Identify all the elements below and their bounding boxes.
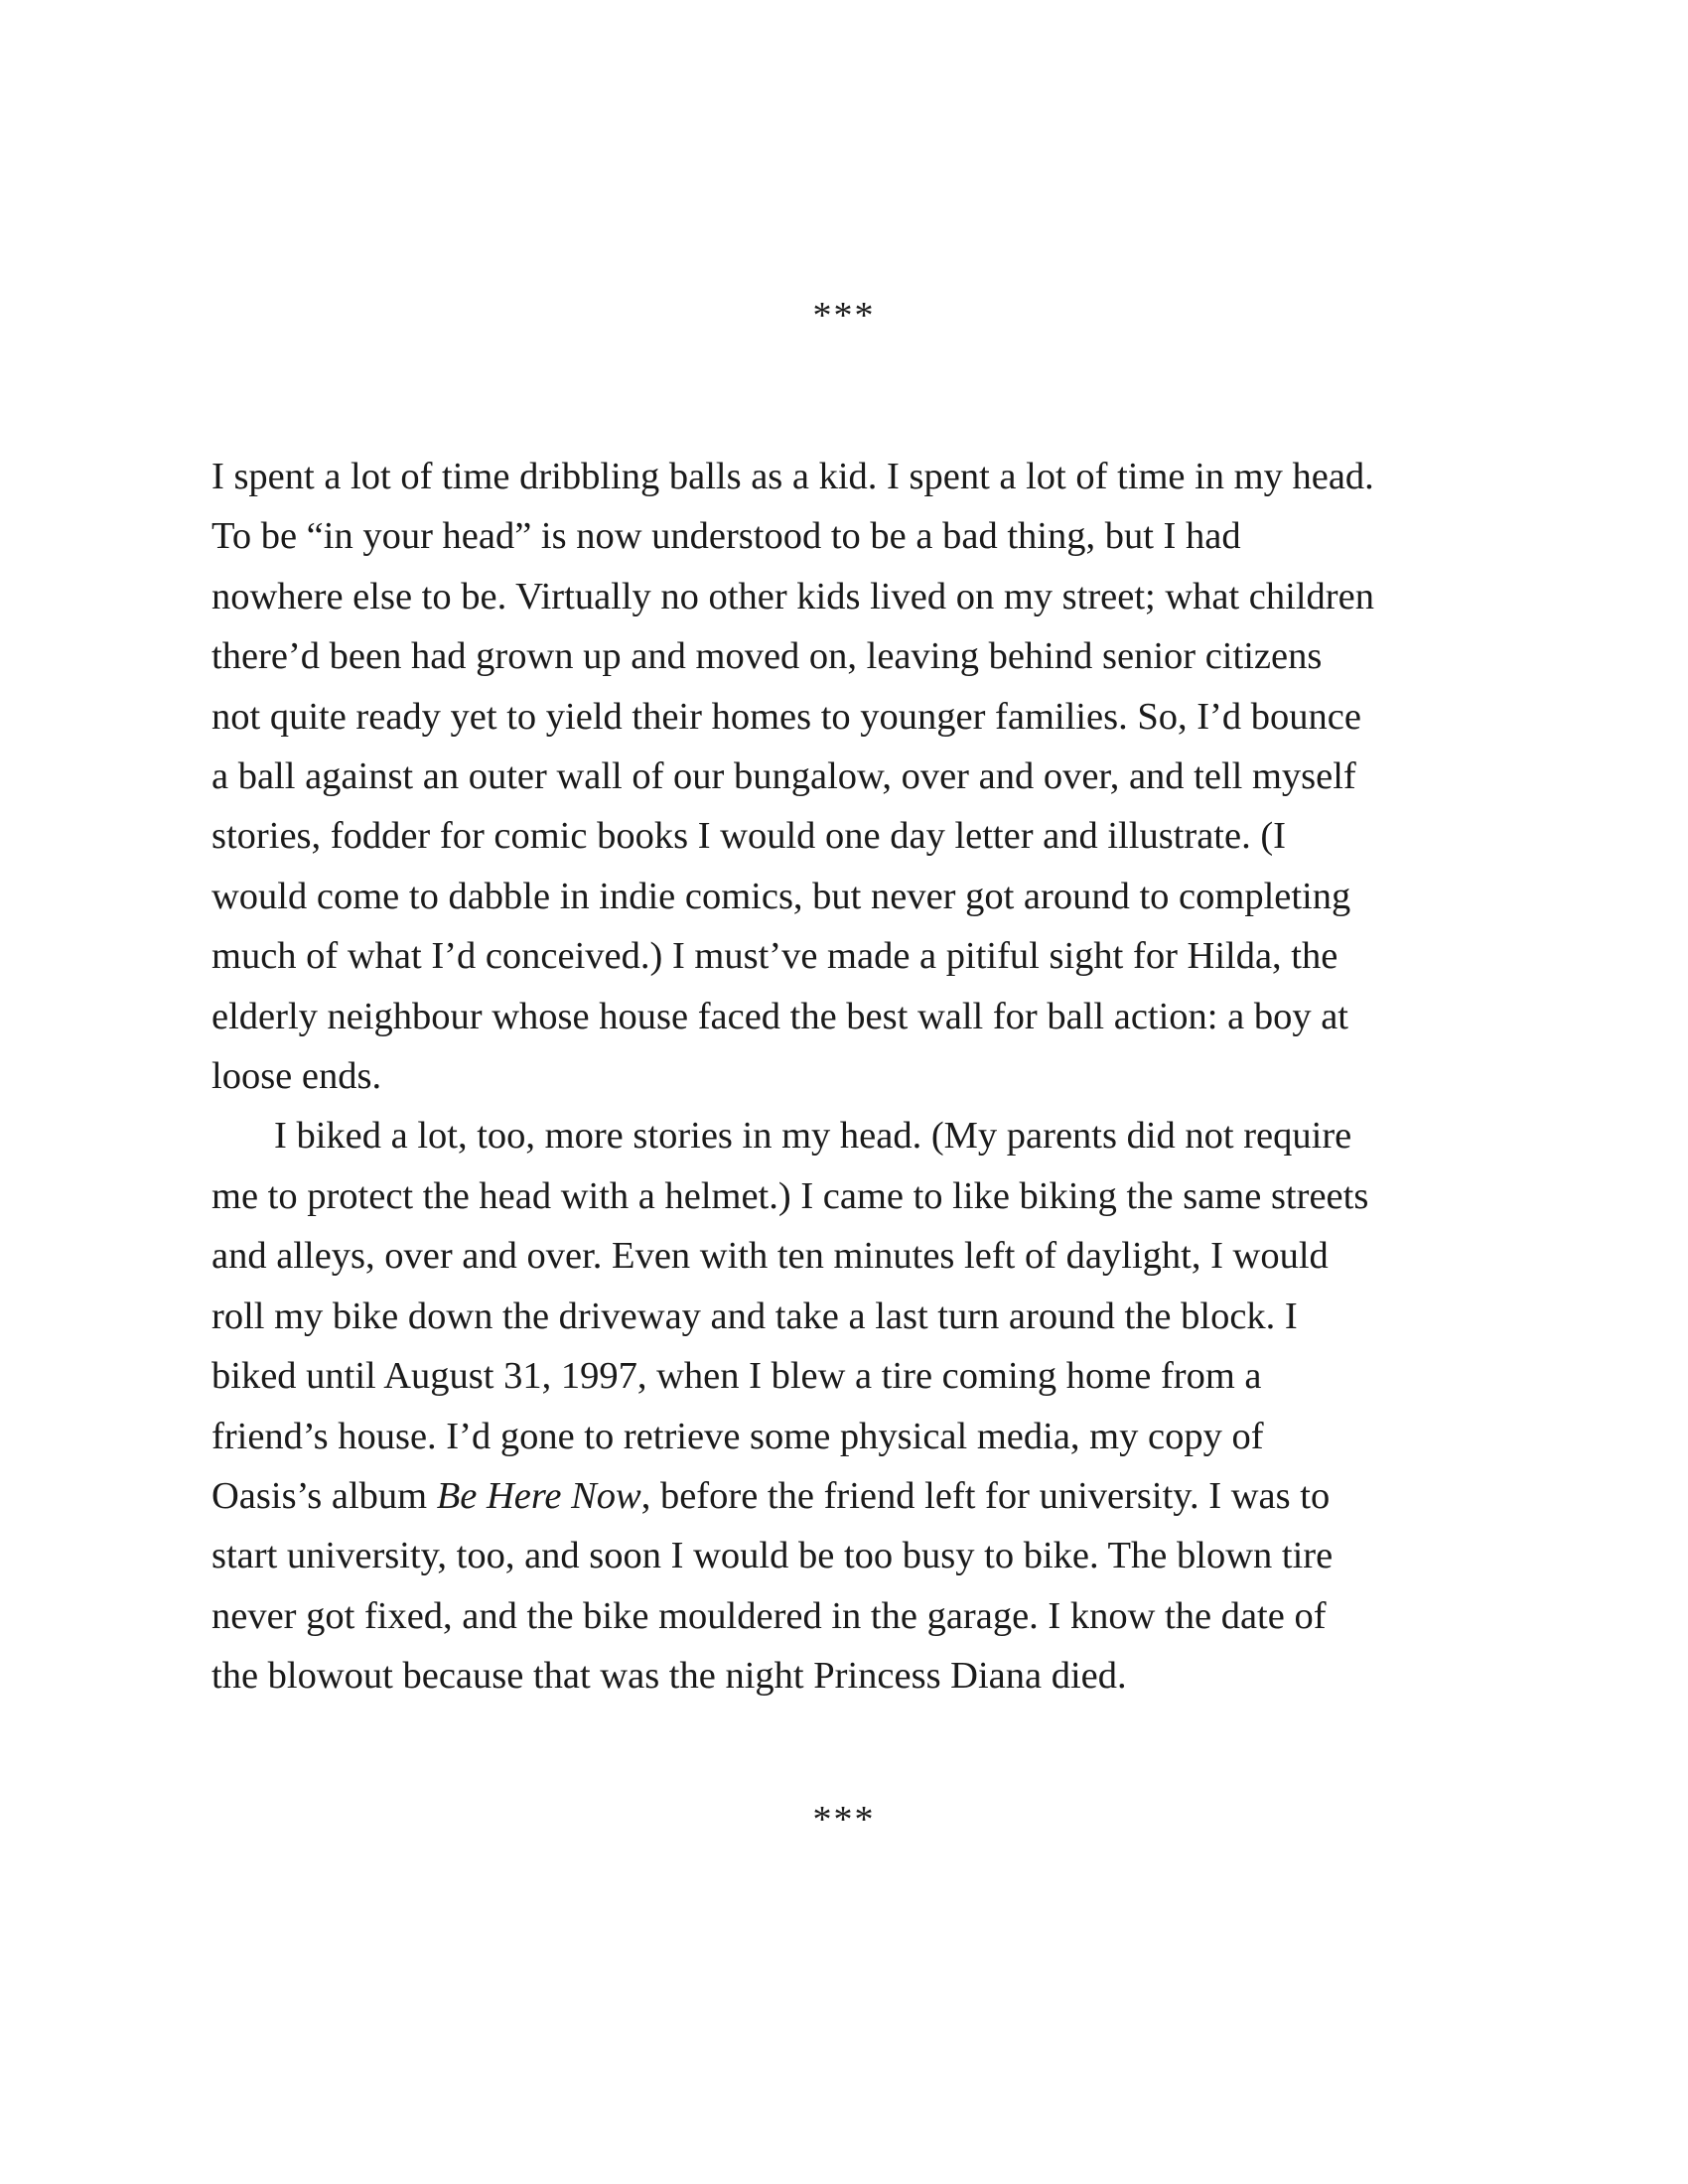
text-line: start university, too, and soon I would be too busy to bike. The blown tire [211,1535,1334,1577]
text-line: would come to dabble in indie comics, but never got around to completing [211,875,1351,917]
text-line: nowhere else to be. Virtually no other kids lived on my street; what children [211,575,1374,617]
section-separator-bottom: *** [812,1799,876,1841]
text-line: much of what I’d conceived.) I must’ve made a pitiful sight for Hilda, the [211,935,1338,978]
text-line: stories, fodder for comic books I would one day letter and illustrate. (I [211,815,1286,858]
text-line: loose ends. [211,1055,382,1098]
text-line: I biked a lot, too, more stories in my head. (My parents did not require [274,1115,1352,1158]
paragraph-2 [211,1106,1482,1706]
text-run: , before the friend left for university. I was to [640,1474,1331,1517]
body-text [211,447,1482,1706]
text-line: roll my bike down the driveway and take a last turn around the block. I [211,1295,1298,1337]
paragraph-1 [211,447,1482,1106]
section-separator-top: *** [812,295,876,337]
text-line: never got fixed, and the bike mouldered in the garage. I know the date of [211,1594,1327,1637]
text-line: and alleys, over and over. Even with ten minutes left of daylight, I would [211,1235,1329,1278]
text-line: friend’s house. I’d gone to retrieve some physical media, my copy of [211,1415,1264,1457]
text-line: elderly neighbour whose house faced the best wall for ball action: a boy at [211,995,1348,1037]
text-line: me to protect the head with a helmet.) I came to like biking the same streets [211,1174,1369,1217]
text-line: To be “in your head” is now understood to be a bad thing, but I had [211,515,1241,558]
text-line: biked until August 31, 1997, when I blew a tire coming home from a [211,1355,1262,1398]
text-line: I spent a lot of time dribbling balls as a kid. I spent a lot of time in my head. [211,456,1374,497]
text-run: Oasis’s album [211,1474,437,1517]
text-line: there’d been had grown up and moved on, leaving behind senior citizens [211,635,1323,678]
album-title: Be Here Now [436,1474,641,1517]
text-line: a ball against an outer wall of our bungalow, over and over, and tell myself [211,755,1356,798]
text-line: the blowout because that was the night Princess Diana died. [211,1655,1127,1698]
text-line-with-title [211,1466,1482,1526]
text-line: not quite ready yet to yield their homes to younger families. So, I’d bounce [211,695,1361,738]
